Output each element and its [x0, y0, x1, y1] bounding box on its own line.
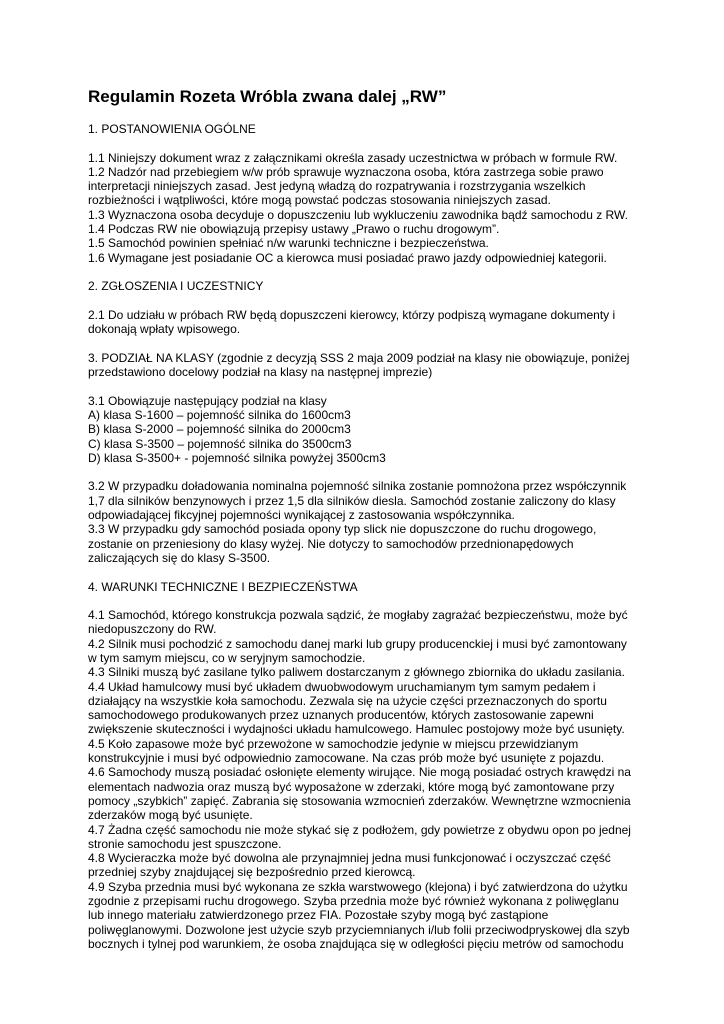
section-heading: 2. ZGŁOSZENIA I UCZESTNICY — [88, 279, 264, 294]
paragraph-line: elementach nadwozia oraz muszą być wyposażone w zderzaki, które mogą być zamontowane przy — [88, 779, 615, 794]
paragraph-line: 4.6 Samochody muszą posiadać osłonięte elementy wirujące. Nie mogą posiadać ostrych krawędzi na — [88, 765, 631, 780]
paragraph-line: zwiększenie skuteczności i wydajności układu hamulcowego. Hamulec postojowy może być usunięty. — [88, 722, 625, 737]
paragraph-line: odpowiadającej fikcyjnej pojemności wynikającej z zastosowania współczynnika. — [88, 508, 515, 523]
paragraph-line: 4.8 Wycieraczka może być dowolna ale przynajmniej jedna musi funkcjonować i oczyszczać część — [88, 851, 611, 866]
section-general — [88, 122, 640, 951]
paragraph-line: niedopuszczony do RW. — [88, 622, 217, 637]
paragraph-line: zderzaków mogą być usunięte. — [88, 808, 253, 823]
section-heading: 4. WARUNKI TECHNICZNE I BEZPIECZEŃSTWA — [88, 579, 358, 594]
paragraph-line: 3.3 W przypadku gdy samochód posiada opony typ slick nie dopuszczone do ruchu drogowego, — [88, 522, 597, 537]
class-list-line: D) klasa S-3500+ - pojemność silnika powyżej 3500cm3 — [88, 450, 386, 465]
paragraph-line: 4.5 Koło zapasowe może być przewożone w samochodzie jedynie w miejscu przewidzianym — [88, 736, 579, 751]
paragraph-line: 3.2 W przypadku doładowania nominalna pojemność silnika zostanie pomnożona przez współczynnik — [88, 479, 627, 494]
paragraph-line: stronie samochodu jest spuszczone. — [88, 836, 282, 851]
paragraph-line: 1,7 dla silników benzynowych i przez 1,5 dla silników diesla. Samochód zostanie zaliczony do klasy — [88, 493, 616, 508]
paragraph-line: 1.2 Nadzór nad przebiegiem w/w prób sprawuje wyznaczona osoba, która zastrzega sobie prawo — [88, 164, 604, 179]
paragraph-line: poliwęglanowymi. Dozwolone jest użycie szyb przyciemnianych i/lub folii przeciwodpryskowej dla szyb — [88, 922, 630, 937]
paragraph-line: działający na wszystkie koła samochodu. Zezwala się na użycie części przeznaczonych do sportu — [88, 693, 607, 708]
document-title: Regulamin Rozeta Wróbla zwana dalej „RW” — [88, 87, 447, 106]
paragraph-line: 1.6 Wymagane jest posiadanie OC a kierowca musi posiadać prawo jazdy odpowiedniej kategorii. — [88, 250, 607, 265]
paragraph-line: konstrukcyjnie i musi być odpowiednio zamocowane. Na czas prób może być usunięte z pojazdu. — [88, 751, 605, 766]
class-list-line: B) klasa S-2000 – pojemność silnika do 2000cm3 — [88, 422, 351, 437]
paragraph-line: dokonają wpłaty wpisowego. — [88, 322, 241, 337]
paragraph-line: zostanie on przeniesiony do klasy wyżej. Nie dotyczy to samochodów przednionapędowych — [88, 536, 574, 551]
paragraph-line: 4.3 Silniki muszą być zasilane tylko paliwem dostarczanym z głównego zbiornika do układu zasilania. — [88, 665, 625, 680]
section-heading: 1. POSTANOWIENIA OGÓLNE — [88, 122, 256, 136]
section-heading: 3. PODZIAŁ NA KLASY (zgodnie z decyzją SSS 2 maja 2009 podział na klasy nie obowiązuje, poniżej — [88, 350, 630, 365]
paragraph-line: rozbieżności i wątpliwości, które mogą powstać podczas stosowania niniejszych zasad. — [88, 193, 551, 208]
document-page — [88, 86, 640, 951]
section-heading: przedstawiono docelowy podział na klasy na następnej imprezie) — [88, 365, 433, 380]
class-list-line: 3.1 Obowiązuje następujący podział na klasy — [88, 393, 327, 408]
paragraph-line: zaliczających się do klasy S-3500. — [88, 550, 271, 565]
paragraph-line: 4.9 Szyba przednia musi być wykonana ze szkła warstwowego (klejona) i być zatwierdzona do użytku — [88, 879, 628, 894]
paragraph-line: przedniej szyby znajdującej się bezpośrednio przed kierowcą. — [88, 865, 416, 880]
paragraph-line: pomocy „szybkich” zapięć. Zabrania się stosowania wzmocnień zderzaków. Wewnętrzne wzmocnienia — [88, 793, 631, 808]
paragraph-line: 2.1 Do udziału w próbach RW będą dopuszczeni kierowcy, którzy podpiszą wymagane dokumenty i — [88, 307, 616, 322]
paragraph-line: w tym samym miejscu, co w seryjnym samochodzie. — [88, 650, 366, 665]
paragraph-line: 4.4 Układ hamulcowy musi być układem dwuobwodowym uruchamianym tym samym pedałem i — [88, 679, 596, 694]
paragraph-line: 4.1 Samochód, którego konstrukcja pozwala sądzić, że mogłaby zagrażać bezpieczeństwu, może być — [88, 608, 628, 623]
paragraph-line: interpretacji niniejszych zasad. Jest jedyną władzą do rozpatrywania i rozstrzygania wszelkich — [88, 179, 586, 194]
class-list-line: A) klasa S-1600 – pojemność silnika do 1600cm3 — [88, 407, 351, 422]
paragraph-line: 1.4 Podczas RW nie obowiązują przepisy ustawy „Prawo o ruchu drogowym”. — [88, 222, 500, 237]
paragraph-line: 4.7 Żadna część samochodu nie może stykać się z podłożem, gdy powietrze z obydwu opon po jednej — [88, 822, 631, 837]
paragraph-line: lub innego materiału zatwierdzonego przez FIA. Pozostałe szyby mogą być zastąpione — [88, 908, 549, 923]
paragraph-line: 4.2 Silnik musi pochodzić z samochodu danej marki lub grupy producenckiej i musi być zamontowany — [88, 636, 627, 651]
paragraph-line: bocznych i tylnej pod warunkiem, że osoba znajdująca się w odległości pięciu metrów od samochodu — [88, 936, 624, 951]
class-list-line: C) klasa S-3500 – pojemność silnika do 3500cm3 — [88, 436, 352, 451]
paragraph-line: 1.5 Samochód powinien spełniać n/w warunki techniczne i bezpieczeństwa. — [88, 236, 489, 251]
paragraph-line: 1.1 Niniejszy dokument wraz z załącznikami określa zasady uczestnictwa w próbach w formule RW. — [88, 150, 618, 165]
paragraph-line: 1.3 Wyznaczona osoba decyduje o dopuszczeniu lub wykluczeniu zawodnika bądź samochodu z RW. — [88, 207, 628, 222]
paragraph-line: zgodnie z przepisami ruchu drogowego. Szyba przednia może być również wykonana z poliwęglanu — [88, 894, 619, 909]
paragraph-line: samochodowego produkowanych przez uznanych producentów, których zastosowanie zapewni — [88, 708, 594, 723]
